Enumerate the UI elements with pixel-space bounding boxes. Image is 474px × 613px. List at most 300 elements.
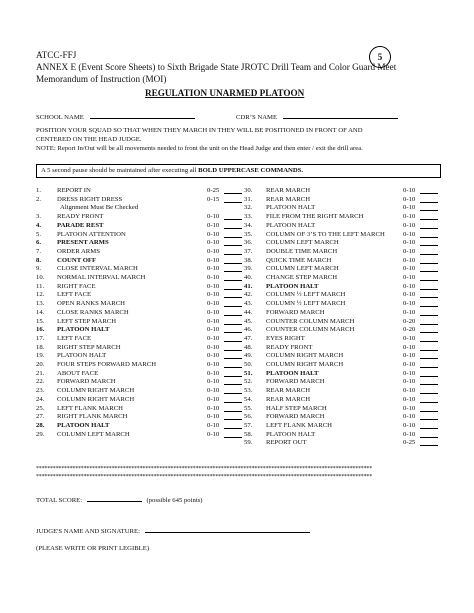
item-number: 57. (244, 421, 253, 429)
item-points-range: 0-10 (403, 334, 416, 342)
item-name: PARADE REST (57, 221, 104, 229)
item-number: 51. (244, 369, 253, 377)
score-item-row (244, 361, 454, 370)
item-score-blank[interactable] (420, 187, 438, 194)
total-score-field[interactable] (36, 495, 203, 506)
item-name: RIGHT FACE (57, 282, 96, 290)
item-name: COLUMN OF 3’S TO THE LEFT MARCH (266, 230, 385, 238)
score-item-row (244, 222, 454, 231)
item-score-blank[interactable] (420, 204, 438, 211)
item-number: 48. (244, 343, 253, 351)
item-score-blank[interactable] (224, 257, 242, 264)
item-points-range: 0-10 (207, 334, 220, 342)
item-number: 16. (36, 326, 45, 334)
item-score-blank[interactable] (224, 387, 242, 394)
item-points-range: 0-10 (403, 387, 416, 395)
item-points-range: 0-10 (207, 213, 220, 221)
item-score-blank[interactable] (420, 335, 438, 342)
item-name: PLATOON HALT (57, 352, 107, 360)
judge-signature-field[interactable] (36, 526, 310, 537)
item-name: COLUMN ½ LEFT MARCH (266, 291, 346, 299)
score-item-row (244, 309, 454, 318)
item-points-range: 0-10 (207, 404, 220, 412)
item-name: PLATOON HALT (57, 326, 110, 334)
item-number: 17. (36, 334, 45, 342)
item-points-range: 0-10 (207, 274, 220, 281)
item-number: 37. (244, 247, 253, 255)
item-number: 40. (244, 274, 253, 281)
item-name: HALF STEP MARCH (266, 404, 327, 412)
item-name: LEFT FLANK MARCH (57, 404, 124, 412)
item-score-blank[interactable] (224, 422, 242, 429)
item-score-blank[interactable] (420, 239, 438, 246)
score-item-row (36, 413, 246, 422)
item-points-range: 0-10 (403, 239, 416, 247)
score-item-row (36, 213, 246, 222)
item-points-range: 0-25 (207, 187, 220, 194)
item-points-range: 0-10 (403, 291, 416, 299)
item-number: 1. (36, 187, 42, 194)
notice-plain-text: A 5 second pause should be maintained after executing all (41, 167, 199, 174)
item-name: FORWARD MARCH (266, 308, 325, 316)
annex-line-2: Memorandum of Instruction (MOI) (36, 74, 167, 84)
item-points-range: 0-10 (403, 378, 416, 386)
item-name: LEFT FLANK MARCH (266, 421, 333, 429)
score-item-row (244, 318, 454, 327)
item-score-blank[interactable] (420, 291, 438, 298)
item-score-blank[interactable] (224, 361, 242, 368)
item-points-range: 0-20 (403, 317, 416, 325)
score-item-row (244, 291, 454, 300)
item-score-blank[interactable] (224, 431, 242, 438)
item-name: FILE FROM THE RIGHT MARCH (266, 213, 364, 221)
item-points-range: 0-10 (403, 187, 416, 194)
item-points-range: 0-10 (207, 291, 220, 299)
score-item-row (36, 326, 246, 335)
instruction-line-2: CENTERED ON THE HEAD JUDGE. (36, 136, 142, 143)
item-number: 2. (36, 195, 42, 203)
item-name: COLUMN RIGHT MARCH (57, 395, 135, 403)
school-name-blank[interactable] (90, 112, 195, 119)
item-name: COUNTER COLUMN MARCH (266, 317, 355, 325)
cdr-name-field[interactable] (236, 112, 398, 123)
item-points-range: 0-10 (403, 282, 416, 290)
item-points-range: 0-10 (403, 404, 416, 412)
score-item-row (36, 196, 246, 205)
item-number: 50. (244, 361, 253, 368)
item-points-range: 0-10 (403, 395, 416, 403)
item-number: 45. (244, 317, 253, 325)
score-item-row (36, 274, 246, 283)
score-item-row (244, 239, 454, 248)
item-name: PLATOON HALT (266, 430, 316, 438)
total-score-blank[interactable] (87, 495, 142, 502)
item-name: COLUMN ½ LEFT MARCH (266, 300, 346, 308)
item-score-blank[interactable] (224, 405, 242, 412)
item-name: FORWARD MARCH (266, 378, 325, 386)
item-name: FOUR STEPS FORWARD MARCH (57, 361, 157, 368)
item-name: CLOSE INTERVAL MARCH (57, 265, 138, 273)
score-item-row (244, 231, 454, 240)
score-item-row (244, 326, 454, 335)
item-number: 31. (244, 195, 253, 203)
score-item-row (244, 378, 454, 387)
item-score-blank[interactable] (224, 196, 242, 203)
item-score-blank[interactable] (224, 239, 242, 246)
score-item-row (36, 361, 246, 370)
item-name: COLUMN RIGHT MARCH (266, 352, 344, 360)
score-item-row (36, 396, 246, 405)
item-name: Alignment Must Be Checked (60, 204, 139, 212)
item-number: 22. (36, 378, 45, 386)
item-name: RIGHT STEP MARCH (57, 343, 121, 351)
item-number: 33. (244, 213, 253, 221)
item-name: COLUMN LEFT MARCH (57, 430, 130, 438)
item-points-range: 0-10 (207, 343, 220, 351)
item-score-blank[interactable] (224, 300, 242, 307)
item-points-range: 0-10 (207, 413, 220, 421)
item-score-blank[interactable] (224, 335, 242, 342)
item-score-blank[interactable] (420, 265, 438, 272)
item-points-range: 0-10 (403, 369, 416, 377)
score-item-row (36, 283, 246, 292)
score-item-row (244, 265, 454, 274)
item-name: LEFT STEP MARCH (57, 317, 117, 325)
score-item-row (36, 222, 246, 231)
item-name: COUNT OFF (57, 256, 97, 264)
item-points-range: 0-10 (207, 300, 220, 308)
star-divider: ************************************************************************************************************************ (36, 474, 373, 480)
score-item-row (244, 274, 454, 283)
item-number: 12. (36, 291, 45, 299)
score-item-row (36, 291, 246, 300)
item-score-blank[interactable] (420, 300, 438, 307)
item-score-blank[interactable] (420, 439, 438, 446)
cdr-name-label: CDR’S NAME (236, 114, 278, 121)
item-number: 3. (36, 213, 42, 221)
item-number: 58. (244, 430, 253, 438)
score-item-row (36, 431, 246, 440)
item-name: FORWARD MARCH (266, 413, 325, 421)
score-item-row (36, 378, 246, 387)
item-points-range: 0-10 (207, 421, 220, 429)
item-points-range: 0-10 (207, 239, 220, 247)
item-number: 39. (244, 265, 253, 273)
score-item-row (36, 318, 246, 327)
score-item-row (244, 344, 454, 353)
score-item-row (36, 248, 246, 257)
item-number: 4. (36, 221, 42, 229)
score-item-row (36, 204, 246, 213)
item-number: 55. (244, 404, 253, 412)
score-item-row (244, 283, 454, 292)
item-number: 41. (244, 282, 253, 290)
note-text: NOTE: Report In/Out will be all movements needed to front the unit on the Head Judge and then enter / exit the drill area. (36, 145, 363, 152)
item-score-blank[interactable] (224, 248, 242, 255)
item-points-range: 0-10 (207, 378, 220, 386)
item-name: LEFT FACE (57, 291, 92, 299)
item-score-blank[interactable] (420, 422, 438, 429)
item-score-blank[interactable] (420, 283, 438, 290)
item-score-blank[interactable] (420, 318, 438, 325)
item-name: PRESENT ARMS (57, 239, 109, 247)
score-item-row (36, 300, 246, 309)
item-score-blank[interactable] (420, 361, 438, 368)
score-item-row (244, 196, 454, 205)
item-name: QUICK TIME MARCH (266, 256, 332, 264)
score-item-row (244, 213, 454, 222)
item-name: ABOUT FACE (57, 369, 99, 377)
item-points-range: 0-10 (403, 352, 416, 360)
star-divider: ************************************************************************************************************************ (36, 466, 373, 472)
score-item-row (244, 335, 454, 344)
item-number: 56. (244, 413, 253, 421)
item-score-blank[interactable] (420, 413, 438, 420)
item-name: CHANGE STEP MARCH (266, 274, 338, 281)
item-number: 6. (36, 239, 42, 247)
judge-signature-blank[interactable] (145, 526, 310, 533)
score-item-row (36, 257, 246, 266)
score-item-row (36, 309, 246, 318)
item-name: READY FRONT (266, 343, 313, 351)
score-item-row (244, 413, 454, 422)
page-title: REGULATION UNARMED PLATOON (145, 88, 305, 98)
item-score-blank[interactable] (224, 274, 242, 281)
item-number: 20. (36, 361, 45, 368)
cdr-name-blank[interactable] (283, 112, 398, 119)
score-item-row (244, 248, 454, 257)
item-name: COLUMN RIGHT MARCH (266, 361, 344, 368)
item-points-range: 0-10 (403, 195, 416, 203)
item-points-range: 0-10 (207, 282, 220, 290)
item-number: 36. (244, 239, 253, 247)
item-number: 38. (244, 256, 253, 264)
item-name: REPORT IN (57, 187, 91, 194)
item-score-blank[interactable] (420, 222, 438, 229)
item-number: 46. (244, 326, 253, 334)
item-points-range: 0-10 (207, 395, 220, 403)
score-item-row (244, 204, 454, 213)
item-score-blank[interactable] (224, 291, 242, 298)
score-item-row (244, 396, 454, 405)
score-item-row (36, 344, 246, 353)
item-number: 23. (36, 387, 45, 395)
item-score-blank[interactable] (224, 396, 242, 403)
item-score-blank[interactable] (224, 283, 242, 290)
item-score-blank[interactable] (420, 274, 438, 281)
item-name: PLATOON HALT (57, 421, 110, 429)
item-number: 27. (36, 413, 45, 421)
item-number: 21. (36, 369, 45, 377)
item-points-range: 0-10 (207, 308, 220, 316)
score-item-row (36, 370, 246, 379)
score-item-row (36, 387, 246, 396)
item-points-range: 0-10 (207, 230, 220, 238)
item-name: PLATOON HALT (266, 204, 316, 212)
item-points-range: 0-10 (403, 247, 416, 255)
item-number: 29. (36, 430, 45, 438)
item-points-range: 0-10 (207, 387, 220, 395)
score-item-row (36, 422, 246, 431)
item-score-blank[interactable] (420, 396, 438, 403)
item-score-blank[interactable] (420, 257, 438, 264)
score-item-row (244, 431, 454, 440)
item-points-range: 0-20 (403, 326, 416, 334)
item-name: REAR MARCH (266, 195, 311, 203)
item-points-range: 0-15 (207, 195, 220, 203)
score-item-row (244, 300, 454, 309)
item-name: DOUBLE TIME MARCH (266, 247, 338, 255)
score-item-row (36, 405, 246, 414)
item-number: 19. (36, 352, 45, 360)
possible-points-text: (possible 645 points) (146, 497, 203, 504)
item-points-range: 0-10 (403, 430, 416, 438)
item-score-blank[interactable] (420, 431, 438, 438)
item-name: FORWARD MARCH (57, 378, 116, 386)
item-score-blank[interactable] (224, 378, 242, 385)
item-score-blank[interactable] (224, 370, 242, 377)
item-score-blank[interactable] (224, 213, 242, 220)
item-score-blank[interactable] (420, 352, 438, 359)
item-number: 5. (36, 230, 42, 238)
item-score-blank[interactable] (420, 387, 438, 394)
item-points-range: 0-10 (207, 265, 220, 273)
item-name: PLATOON HALT (266, 369, 319, 377)
item-name: EYES RIGHT (266, 334, 305, 342)
item-score-blank[interactable] (420, 378, 438, 385)
item-name: ORDER ARMS (57, 247, 100, 255)
item-number: 43. (244, 300, 253, 308)
item-name: OPEN RANKS MARCH (57, 300, 126, 308)
item-number: 7. (36, 247, 42, 255)
item-points-range: 0-10 (403, 265, 416, 273)
item-score-blank[interactable] (224, 187, 242, 194)
page-number-badge: 5 (369, 46, 391, 68)
item-number: 25. (36, 404, 45, 412)
item-score-blank[interactable] (224, 326, 242, 333)
item-score-blank[interactable] (224, 352, 242, 359)
item-score-blank[interactable] (420, 213, 438, 220)
item-score-blank[interactable] (420, 248, 438, 255)
school-name-label: SCHOOL NAME (36, 114, 84, 121)
item-score-blank[interactable] (420, 196, 438, 203)
item-name: NORMAL INTERVAL MARCH (57, 274, 146, 281)
item-number: 35. (244, 230, 253, 238)
score-item-row (244, 370, 454, 379)
item-points-range: 0-10 (207, 221, 220, 229)
item-score-blank[interactable] (224, 222, 242, 229)
item-score-blank[interactable] (420, 231, 438, 238)
score-item-row (244, 387, 454, 396)
item-number: 30. (244, 187, 253, 194)
score-item-row (36, 265, 246, 274)
item-number: 59. (244, 439, 253, 447)
item-number: 14. (36, 308, 45, 316)
item-name: REAR MARCH (266, 187, 311, 194)
score-item-row (36, 335, 246, 344)
school-name-field[interactable] (36, 112, 195, 123)
item-name: DRESS RIGHT DRESS (57, 195, 123, 203)
item-name: COLUMN LEFT MARCH (266, 239, 339, 247)
item-name: LEFT FACE (57, 334, 92, 342)
item-name: REAR MARCH (266, 395, 311, 403)
item-number: 13. (36, 300, 45, 308)
item-name: REAR MARCH (266, 387, 311, 395)
annex-line-1: ANNEX E (Event Score Sheets) to Sixth Brigade State JROTC Drill Team and Color Guard Meet (36, 62, 397, 72)
item-points-range: 0-10 (207, 369, 220, 377)
item-points-range: 0-10 (403, 274, 416, 281)
item-name: READY FRONT (57, 213, 104, 221)
item-name: PLATOON ATTENTION (57, 230, 126, 238)
item-name: RIGHT FLANK MARCH (57, 413, 128, 421)
item-points-range: 0-10 (403, 230, 416, 238)
item-score-blank[interactable] (224, 344, 242, 351)
item-points-range: 0-10 (207, 352, 220, 360)
item-points-range: 0-10 (207, 326, 220, 334)
item-number: 52. (244, 378, 253, 386)
item-score-blank[interactable] (224, 231, 242, 238)
item-name: COLUMN LEFT MARCH (266, 265, 339, 273)
score-item-row (36, 239, 246, 248)
item-number: 54. (244, 395, 253, 403)
item-score-blank[interactable] (420, 370, 438, 377)
item-name: COLUMN RIGHT MARCH (57, 387, 135, 395)
item-name: PLATOON HALT (266, 221, 316, 229)
item-points-range: 0-10 (403, 204, 416, 212)
judge-signature-label: JUDGE'S NAME AND SIGNATURE: (36, 528, 140, 535)
score-item-row (36, 352, 246, 361)
score-item-row (244, 422, 454, 431)
item-score-blank[interactable] (224, 265, 242, 272)
item-number: 49. (244, 352, 253, 360)
item-points-range: 0-10 (403, 361, 416, 368)
item-number: 42. (244, 291, 253, 299)
item-number: 9. (36, 265, 42, 273)
score-item-row (244, 405, 454, 414)
item-score-blank[interactable] (420, 344, 438, 351)
item-points-range: 0-10 (403, 213, 416, 221)
item-number: 8. (36, 256, 42, 264)
item-score-blank[interactable] (224, 318, 242, 325)
item-score-blank[interactable] (224, 413, 242, 420)
score-item-row (244, 257, 454, 266)
score-item-row (244, 352, 454, 361)
item-name: CLOSE RANKS MARCH (57, 308, 129, 316)
item-points-range: 0-10 (207, 247, 220, 255)
item-points-range: 0-10 (403, 308, 416, 316)
item-points-range: 0-10 (207, 361, 220, 368)
item-score-blank[interactable] (224, 309, 242, 316)
item-points-range: 0-10 (207, 256, 220, 264)
item-score-blank[interactable] (420, 309, 438, 316)
item-number: 15. (36, 317, 45, 325)
instruction-line-1: POSITION YOUR SQUAD SO THAT WHEN THEY MARCH IN THEY WILL BE POSITIONED IN FRONT OF AND (36, 127, 363, 134)
item-number: 47. (244, 334, 253, 342)
item-points-range: 0-25 (403, 439, 416, 447)
item-name: PLATOON HALT (266, 282, 319, 290)
item-points-range: 0-10 (403, 221, 416, 229)
item-points-range: 0-10 (403, 300, 416, 308)
item-number: 11. (36, 282, 45, 290)
item-name: COUNTER COLUMN MARCH (266, 326, 355, 334)
header-code: ATCC-FFJ (36, 50, 77, 60)
item-score-blank[interactable] (420, 405, 438, 412)
item-number: 53. (244, 387, 253, 395)
item-score-blank[interactable] (420, 326, 438, 333)
item-points-range: 0-10 (403, 256, 416, 264)
pause-notice-box (36, 164, 441, 178)
item-name: REPORT OUT (266, 439, 307, 447)
